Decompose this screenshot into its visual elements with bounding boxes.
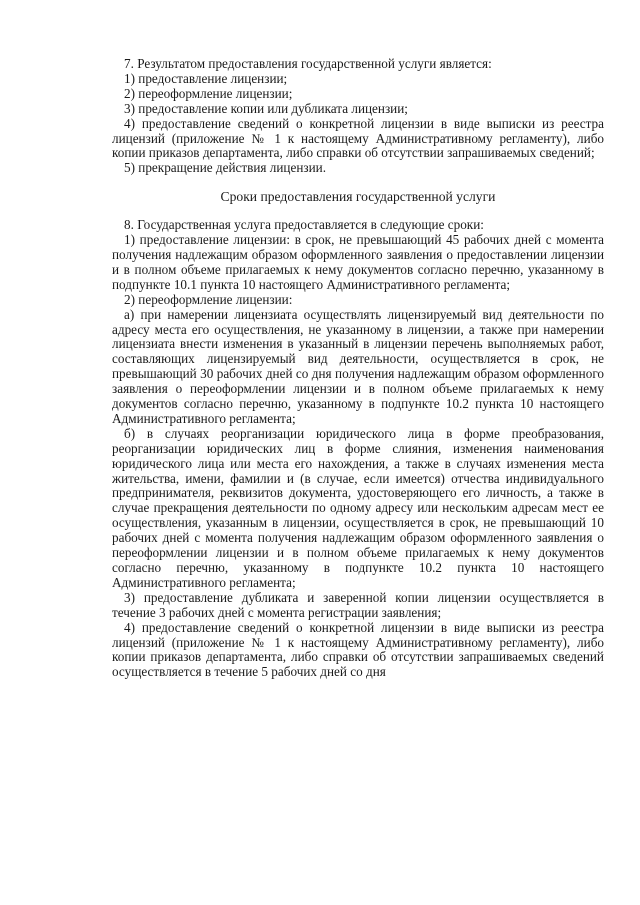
section-heading: Сроки предоставления государственной услуги (220, 189, 496, 205)
item-8-sub-2-title: 2) переоформление лицензии: (124, 291, 293, 307)
item-8-sub-4: 4) предоставление сведений о конкретной лицензии в виде выписки из реестра лицензий (приложение № 1 к настоящему Административному регламенту), либо копии приказов департамента, либо справки об отсутствии запрашиваемых сведений осуществляется в течение 5 рабочих дней со дня (112, 619, 604, 680)
item-8-sub-2-a: а) при намерении лицензиата осуществлять лицензируемый вид деятельности по адресу места его осуществления, не указанному в лицензии, а также при намерении лицензиата внести изменения в указанный в лицензии перечень выполняемых работ, составляющих лицензируемый вид деятельности, осуществляется в срок, не превышающий 30 рабочих дней со дня получения надлежащим образом оформленного заявления о переоформлении лицензии и в полном объеме прилагаемых к нему документов согласно перечню, указанному в подпункте 10.2 пункта 10 настоящего Административного регламента; (112, 306, 604, 426)
item-7-intro: 7. Результатом предоставления государственной услуги является: (124, 56, 492, 71)
item-7-sub-3: 3) предоставление копии или дубликата лицензии; (124, 100, 408, 116)
item-8-intro: 8. Государственная услуга предоставляется в следующие сроки: (124, 217, 484, 233)
item-8-sub-2-b: б) в случаях реорганизации юридического лица в форме преобразования, реорганизации юридических лиц в форме слияния, изменения наименования юридического лица или места его нахождения, а также в случаях изменения места жительства, имени, фамилии и (в случае, если имеется) отчества индивидуального предпринимателя, реквизитов документа, удостоверяющего его личность, а также в случае прекращения деятельности по одному адресу или нескольким адресам мест ее осуществления, указанным в лицензии, осуществляется в срок, не превышающий 10 рабочих дней с момента получения надлежащим образом оформленного заявления о переоформлении лицензии и в полном объеме прилагаемых к нему документов согласно перечню, указанному в подпункте 10.2 пункта 10 настоящего Административного регламента; (112, 425, 604, 590)
item-7-sub-1: 1) предоставление лицензии; (124, 70, 288, 86)
document-body (112, 57, 604, 680)
item-7-sub-5: 5) прекращение действия лицензии. (124, 160, 327, 176)
item-7-sub-2: 2) переоформление лицензии; (124, 85, 293, 101)
item-8-sub-3: 3) предоставление дубликата и заверенной копии лицензии осуществляется в течение 3 рабочих дней с момента регистрации заявления; (112, 589, 604, 620)
item-8-sub-1: 1) предоставление лицензии: в срок, не превышающий 45 рабочих дней с момента получения надлежащим образом оформленного заявления о предоставлении лицензии и в полном объеме прилагаемых к нему документов согласно перечню, указанному в подпункте 10.1 пункта 10 настоящего Административного регламента; (112, 232, 604, 292)
item-7-sub-4: 4) предоставление сведений о конкретной лицензии в виде выписки из реестра лицензий (приложение № 1 к настоящему Административному регламенту), либо копии приказов департамента, либо справки об отсутствии запрашиваемых сведений; (112, 115, 604, 161)
